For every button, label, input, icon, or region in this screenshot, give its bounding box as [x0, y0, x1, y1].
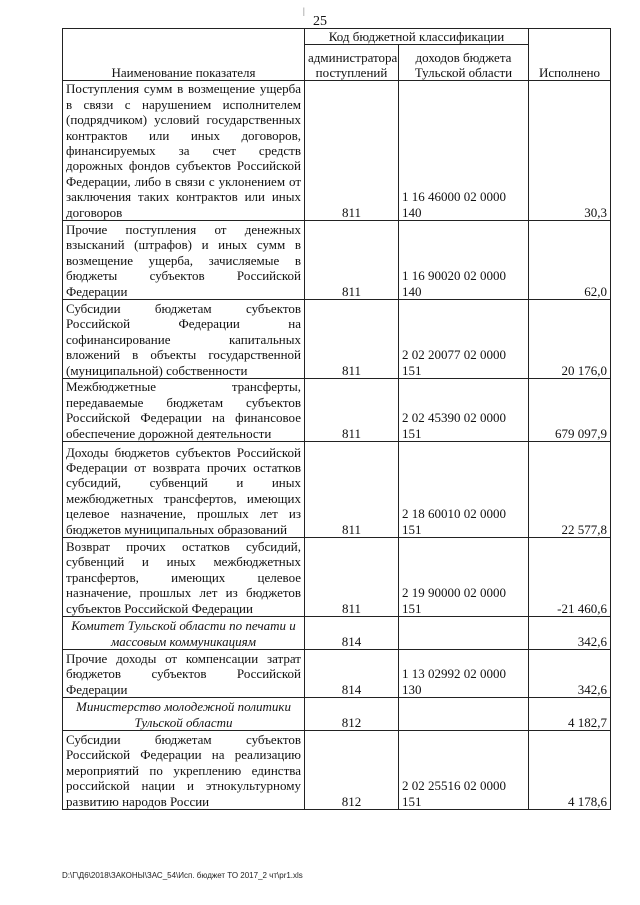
- table-row: [63, 650, 611, 698]
- row-value: 4 182,7: [529, 698, 611, 731]
- header-code-group: Код бюджетной классификации: [305, 29, 529, 45]
- row-name: Поступления сумм в возмещение ущерба в связи с нарушением исполнителем (подрядчиком) условий государственных контрактов или иных договоров, финансируемых за счет средств дорожных фондов субъектов Российской Федерации, либо в связи с уклонением от заключения таких контрактов или иных договоров: [63, 81, 305, 221]
- row-name: Прочие доходы от компенсации затрат бюджетов субъектов Российской Федерации: [63, 650, 305, 698]
- row-admin-code: 812: [305, 698, 399, 731]
- file-path-footer: D:\Г\Д6\2018\ЗАКОНЫ\ЗАС_54\Исп. бюджет ТО 2017_2 чт\pr1.xls: [62, 871, 303, 880]
- row-name: Прочие поступления от денежных взысканий (штрафов) и иных сумм в возмещение ущерба, зачисляемые в бюджеты субъектов Российской Федерации: [63, 221, 305, 300]
- row-name: Возврат прочих остатков субсидий, субвенций и иных межбюджетных трансфертов, имеющих целевое назначение, прошлых лет из бюджетов субъектов Российской Федерации: [63, 538, 305, 617]
- row-admin-code: 811: [305, 379, 399, 442]
- table-row: [63, 221, 611, 300]
- row-value: 679 097,9: [529, 379, 611, 442]
- row-name: Субсидии бюджетам субъектов Российской Федерации на софинансирование капитальных вложений в объекты государственной (муниципальной) собственности: [63, 300, 305, 379]
- page-number: 25: [313, 14, 327, 29]
- row-value: 342,6: [529, 650, 611, 698]
- row-value: 342,6: [529, 617, 611, 650]
- header-name: Наименование показателя: [63, 29, 305, 81]
- row-income-code: 1 13 02992 02 0000 130: [399, 650, 529, 698]
- table-row: [63, 538, 611, 617]
- row-income-code: 1 16 46000 02 0000 140: [399, 81, 529, 221]
- row-admin-code: 811: [305, 442, 399, 538]
- row-admin-code: 811: [305, 300, 399, 379]
- table-row: [63, 442, 611, 538]
- row-admin-code: 811: [305, 81, 399, 221]
- table-row: [63, 379, 611, 442]
- row-value: -21 460,6: [529, 538, 611, 617]
- row-income-code: 2 02 45390 02 0000 151: [399, 379, 529, 442]
- header-executed: Исполнено: [529, 29, 611, 81]
- row-value: 22 577,8: [529, 442, 611, 538]
- row-value: 20 176,0: [529, 300, 611, 379]
- section-name: Комитет Тульской области по печати и массовым коммуникациям: [63, 617, 305, 650]
- margin-mark: |: [303, 6, 305, 16]
- row-name: Доходы бюджетов субъектов Российской Федерации от возврата прочих остатков субсидий, субвенций и иных межбюджетных трансфертов, имеющих целевое назначение, прошлых лет из бюджетов муниципальных образований: [63, 442, 305, 538]
- row-value: 62,0: [529, 221, 611, 300]
- section-row: [63, 617, 611, 650]
- row-income-code: [399, 698, 529, 731]
- row-value: 30,3: [529, 81, 611, 221]
- row-admin-code: 811: [305, 538, 399, 617]
- row-admin-code: 811: [305, 221, 399, 300]
- row-name: Субсидии бюджетам субъектов Российской Федерации на реализацию мероприятий по укреплению единства российской нации и этнокультурному развитию народов России: [63, 731, 305, 810]
- row-income-code: 2 19 90000 02 0000 151: [399, 538, 529, 617]
- header-income: доходов бюджета Тульской области: [399, 45, 529, 81]
- row-value: 4 178,6: [529, 731, 611, 810]
- row-admin-code: 814: [305, 650, 399, 698]
- row-admin-code: 812: [305, 731, 399, 810]
- row-admin-code: 814: [305, 617, 399, 650]
- row-income-code: [399, 617, 529, 650]
- budget-table: [62, 28, 611, 810]
- row-income-code: 2 02 25516 02 0000 151: [399, 731, 529, 810]
- row-income-code: 2 02 20077 02 0000 151: [399, 300, 529, 379]
- row-name: Межбюджетные трансферты, передаваемые бюджетам субъектов Российской Федерации на финансовое обеспечение дорожной деятельности: [63, 379, 305, 442]
- row-income-code: 2 18 60010 02 0000 151: [399, 442, 529, 538]
- header-admin: администратора поступлений: [305, 45, 399, 81]
- section-row: [63, 698, 611, 731]
- section-name: Министерство молодежной политики Тульской области: [63, 698, 305, 731]
- table-row: [63, 81, 611, 221]
- row-income-code: 1 16 90020 02 0000 140: [399, 221, 529, 300]
- table-row: [63, 300, 611, 379]
- table-row: [63, 731, 611, 810]
